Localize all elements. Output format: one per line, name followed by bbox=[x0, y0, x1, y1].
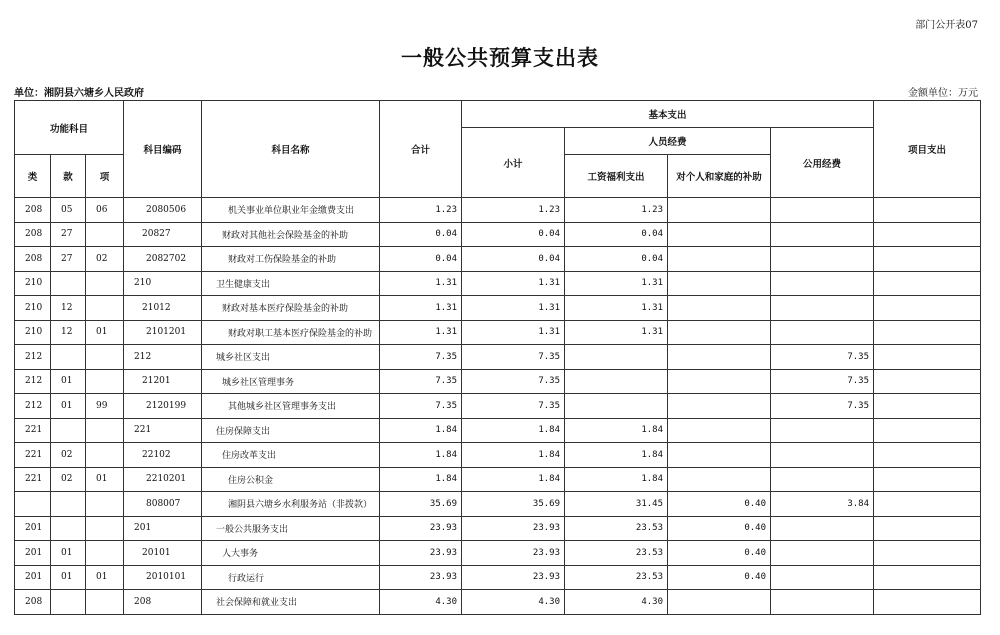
cell-lei: 210 bbox=[15, 320, 51, 345]
cell-total: 1.84 bbox=[380, 418, 462, 443]
cell-xiang: 06 bbox=[86, 198, 124, 223]
cell-code: 22102 bbox=[124, 443, 202, 468]
table-row bbox=[15, 467, 981, 492]
header-project: 项目支出 bbox=[874, 101, 981, 198]
cell-kuan: 01 bbox=[51, 394, 86, 419]
cell-code: 20827 bbox=[124, 222, 202, 247]
cell-code: 212 bbox=[124, 345, 202, 370]
table-row bbox=[15, 345, 981, 370]
cell-total: 1.84 bbox=[380, 443, 462, 468]
cell-name: 卫生健康支出 bbox=[202, 271, 380, 296]
cell-public-funds bbox=[771, 296, 874, 321]
cell-lei: 201 bbox=[15, 541, 51, 566]
cell-project bbox=[874, 222, 981, 247]
cell-public-funds bbox=[771, 541, 874, 566]
cell-xiang bbox=[86, 345, 124, 370]
cell-public-funds bbox=[771, 418, 874, 443]
cell-xiang: 02 bbox=[86, 247, 124, 272]
cell-kuan bbox=[51, 590, 86, 615]
cell-kuan bbox=[51, 492, 86, 517]
cell-kuan bbox=[51, 516, 86, 541]
cell-project bbox=[874, 443, 981, 468]
cell-project bbox=[874, 541, 981, 566]
cell-name: 财政对职工基本医疗保险基金的补助 bbox=[202, 320, 380, 345]
cell-project bbox=[874, 565, 981, 590]
table-row bbox=[15, 394, 981, 419]
cell-subsidy: 0.40 bbox=[668, 492, 771, 517]
cell-wages: 1.84 bbox=[565, 418, 668, 443]
cell-name: 社会保障和就业支出 bbox=[202, 590, 380, 615]
cell-xiang: 01 bbox=[86, 565, 124, 590]
cell-project bbox=[874, 296, 981, 321]
cell-subsidy bbox=[668, 296, 771, 321]
cell-code: 808007 bbox=[124, 492, 202, 517]
cell-total: 1.31 bbox=[380, 271, 462, 296]
cell-kuan: 05 bbox=[51, 198, 86, 223]
cell-name: 湘阴县六塘乡水利服务站（非拨款） bbox=[202, 492, 380, 517]
cell-subsidy bbox=[668, 198, 771, 223]
cell-subsidy: 0.40 bbox=[668, 516, 771, 541]
header-lei: 类 bbox=[15, 155, 51, 198]
cell-xiang bbox=[86, 296, 124, 321]
cell-xiang bbox=[86, 271, 124, 296]
cell-total: 23.93 bbox=[380, 565, 462, 590]
cell-lei: 201 bbox=[15, 516, 51, 541]
cell-lei: 212 bbox=[15, 394, 51, 419]
cell-kuan: 12 bbox=[51, 296, 86, 321]
cell-project bbox=[874, 516, 981, 541]
cell-subtotal: 1.84 bbox=[462, 467, 565, 492]
cell-code: 201 bbox=[124, 516, 202, 541]
cell-xiang bbox=[86, 492, 124, 517]
cell-xiang bbox=[86, 541, 124, 566]
cell-xiang: 01 bbox=[86, 320, 124, 345]
table-row bbox=[15, 296, 981, 321]
cell-wages: 1.31 bbox=[565, 271, 668, 296]
table-row bbox=[15, 418, 981, 443]
budget-table bbox=[14, 100, 981, 615]
cell-wages: 31.45 bbox=[565, 492, 668, 517]
cell-lei: 212 bbox=[15, 345, 51, 370]
cell-project bbox=[874, 345, 981, 370]
table-row bbox=[15, 222, 981, 247]
cell-xiang bbox=[86, 418, 124, 443]
cell-xiang bbox=[86, 516, 124, 541]
table-row bbox=[15, 198, 981, 223]
cell-name: 财政对其他社会保险基金的补助 bbox=[202, 222, 380, 247]
cell-kuan: 12 bbox=[51, 320, 86, 345]
cell-code: 2082702 bbox=[124, 247, 202, 272]
header-name: 科目名称 bbox=[202, 101, 380, 198]
cell-total: 1.23 bbox=[380, 198, 462, 223]
cell-subtotal: 7.35 bbox=[462, 369, 565, 394]
cell-kuan: 02 bbox=[51, 467, 86, 492]
cell-wages: 1.31 bbox=[565, 320, 668, 345]
cell-kuan: 02 bbox=[51, 443, 86, 468]
cell-wages: 0.04 bbox=[565, 222, 668, 247]
cell-subsidy bbox=[668, 467, 771, 492]
cell-total: 1.31 bbox=[380, 320, 462, 345]
cell-public-funds bbox=[771, 271, 874, 296]
cell-code: 208 bbox=[124, 590, 202, 615]
cell-wages: 1.84 bbox=[565, 467, 668, 492]
cell-subtotal: 23.93 bbox=[462, 516, 565, 541]
cell-code: 2210201 bbox=[124, 467, 202, 492]
cell-name: 其他城乡社区管理事务支出 bbox=[202, 394, 380, 419]
cell-total: 4.30 bbox=[380, 590, 462, 615]
header-xiang: 项 bbox=[86, 155, 124, 198]
cell-wages: 23.53 bbox=[565, 516, 668, 541]
cell-total: 1.31 bbox=[380, 296, 462, 321]
cell-kuan: 01 bbox=[51, 565, 86, 590]
cell-subsidy bbox=[668, 394, 771, 419]
header-func-subject: 功能科目 bbox=[15, 101, 124, 155]
header-public-funds: 公用经费 bbox=[771, 128, 874, 198]
cell-code: 221 bbox=[124, 418, 202, 443]
cell-subtotal: 4.30 bbox=[462, 590, 565, 615]
cell-kuan: 01 bbox=[51, 369, 86, 394]
cell-subtotal: 35.69 bbox=[462, 492, 565, 517]
table-row bbox=[15, 541, 981, 566]
table-row bbox=[15, 247, 981, 272]
cell-subtotal: 0.04 bbox=[462, 222, 565, 247]
cell-xiang: 01 bbox=[86, 467, 124, 492]
cell-kuan: 27 bbox=[51, 247, 86, 272]
table-body bbox=[15, 198, 981, 615]
cell-project bbox=[874, 590, 981, 615]
cell-subtotal: 1.31 bbox=[462, 320, 565, 345]
cell-public-funds: 7.35 bbox=[771, 369, 874, 394]
cell-name: 住房公积金 bbox=[202, 467, 380, 492]
table-row bbox=[15, 516, 981, 541]
cell-wages bbox=[565, 394, 668, 419]
cell-subsidy bbox=[668, 443, 771, 468]
cell-wages: 1.84 bbox=[565, 443, 668, 468]
cell-subtotal: 1.84 bbox=[462, 418, 565, 443]
cell-public-funds: 3.84 bbox=[771, 492, 874, 517]
cell-total: 23.93 bbox=[380, 516, 462, 541]
cell-code: 21012 bbox=[124, 296, 202, 321]
cell-project bbox=[874, 369, 981, 394]
cell-total: 7.35 bbox=[380, 394, 462, 419]
table-row bbox=[15, 369, 981, 394]
cell-xiang bbox=[86, 590, 124, 615]
cell-subtotal: 1.31 bbox=[462, 271, 565, 296]
cell-xiang: 99 bbox=[86, 394, 124, 419]
cell-subsidy: 0.40 bbox=[668, 541, 771, 566]
cell-code: 2120199 bbox=[124, 394, 202, 419]
cell-code: 2080506 bbox=[124, 198, 202, 223]
cell-project bbox=[874, 492, 981, 517]
table-row bbox=[15, 590, 981, 615]
cell-project bbox=[874, 247, 981, 272]
cell-code: 2010101 bbox=[124, 565, 202, 590]
cell-wages bbox=[565, 369, 668, 394]
header-subsidy: 对个人和家庭的补助 bbox=[668, 155, 771, 198]
cell-wages: 1.31 bbox=[565, 296, 668, 321]
cell-name: 一般公共服务支出 bbox=[202, 516, 380, 541]
cell-kuan: 27 bbox=[51, 222, 86, 247]
cell-lei: 221 bbox=[15, 418, 51, 443]
cell-subsidy bbox=[668, 345, 771, 370]
cell-lei: 208 bbox=[15, 198, 51, 223]
cell-name: 城乡社区管理事务 bbox=[202, 369, 380, 394]
cell-subtotal: 23.93 bbox=[462, 565, 565, 590]
cell-public-funds: 7.35 bbox=[771, 394, 874, 419]
cell-public-funds bbox=[771, 467, 874, 492]
header-basic: 基本支出 bbox=[462, 101, 874, 128]
unit-label: 单位：湘阴县六塘乡人民政府 bbox=[14, 88, 144, 99]
cell-name: 人大事务 bbox=[202, 541, 380, 566]
cell-kuan bbox=[51, 418, 86, 443]
cell-project bbox=[874, 320, 981, 345]
table-row bbox=[15, 443, 981, 468]
cell-subsidy bbox=[668, 369, 771, 394]
cell-total: 35.69 bbox=[380, 492, 462, 517]
cell-xiang bbox=[86, 443, 124, 468]
cell-subsidy bbox=[668, 222, 771, 247]
cell-wages: 23.53 bbox=[565, 565, 668, 590]
cell-subsidy: 0.40 bbox=[668, 565, 771, 590]
table-header bbox=[15, 101, 981, 198]
cell-lei bbox=[15, 492, 51, 517]
cell-name: 财政对工伤保险基金的补助 bbox=[202, 247, 380, 272]
cell-code: 2101201 bbox=[124, 320, 202, 345]
cell-public-funds bbox=[771, 443, 874, 468]
cell-wages: 0.04 bbox=[565, 247, 668, 272]
cell-lei: 221 bbox=[15, 443, 51, 468]
form-number: 部门公开表07 bbox=[915, 20, 978, 31]
page-title: 一般公共预算支出表 bbox=[401, 45, 599, 70]
cell-lei: 221 bbox=[15, 467, 51, 492]
cell-wages: 1.23 bbox=[565, 198, 668, 223]
cell-public-funds: 7.35 bbox=[771, 345, 874, 370]
cell-lei: 208 bbox=[15, 222, 51, 247]
cell-name: 机关事业单位职业年金缴费支出 bbox=[202, 198, 380, 223]
cell-public-funds bbox=[771, 222, 874, 247]
cell-total: 7.35 bbox=[380, 345, 462, 370]
cell-name: 城乡社区支出 bbox=[202, 345, 380, 370]
cell-lei: 201 bbox=[15, 565, 51, 590]
cell-project bbox=[874, 198, 981, 223]
cell-kuan bbox=[51, 271, 86, 296]
cell-xiang bbox=[86, 222, 124, 247]
cell-code: 20101 bbox=[124, 541, 202, 566]
cell-public-funds bbox=[771, 320, 874, 345]
table-row bbox=[15, 271, 981, 296]
cell-public-funds bbox=[771, 590, 874, 615]
cell-subsidy bbox=[668, 247, 771, 272]
cell-lei: 208 bbox=[15, 590, 51, 615]
cell-project bbox=[874, 394, 981, 419]
cell-total: 23.93 bbox=[380, 541, 462, 566]
cell-public-funds bbox=[771, 198, 874, 223]
cell-subtotal: 7.35 bbox=[462, 394, 565, 419]
cell-kuan bbox=[51, 345, 86, 370]
cell-subtotal: 1.23 bbox=[462, 198, 565, 223]
cell-wages: 23.53 bbox=[565, 541, 668, 566]
cell-wages bbox=[565, 345, 668, 370]
header-code: 科目编码 bbox=[124, 101, 202, 198]
header-total: 合计 bbox=[380, 101, 462, 198]
cell-public-funds bbox=[771, 247, 874, 272]
cell-subsidy bbox=[668, 418, 771, 443]
amount-unit: 金额单位：万元 bbox=[908, 88, 978, 99]
header-wages: 工资福利支出 bbox=[565, 155, 668, 198]
cell-xiang bbox=[86, 369, 124, 394]
cell-subsidy bbox=[668, 271, 771, 296]
cell-name: 财政对基本医疗保险基金的补助 bbox=[202, 296, 380, 321]
cell-lei: 212 bbox=[15, 369, 51, 394]
cell-subtotal: 0.04 bbox=[462, 247, 565, 272]
cell-subtotal: 1.84 bbox=[462, 443, 565, 468]
table-row bbox=[15, 492, 981, 517]
table-row bbox=[15, 565, 981, 590]
cell-name: 住房改革支出 bbox=[202, 443, 380, 468]
cell-public-funds bbox=[771, 516, 874, 541]
cell-code: 210 bbox=[124, 271, 202, 296]
cell-project bbox=[874, 418, 981, 443]
cell-lei: 210 bbox=[15, 296, 51, 321]
cell-total: 0.04 bbox=[380, 222, 462, 247]
cell-subsidy bbox=[668, 320, 771, 345]
cell-subtotal: 23.93 bbox=[462, 541, 565, 566]
cell-total: 0.04 bbox=[380, 247, 462, 272]
cell-subtotal: 7.35 bbox=[462, 345, 565, 370]
cell-project bbox=[874, 271, 981, 296]
cell-kuan: 01 bbox=[51, 541, 86, 566]
cell-code: 21201 bbox=[124, 369, 202, 394]
cell-wages: 4.30 bbox=[565, 590, 668, 615]
cell-subsidy bbox=[668, 590, 771, 615]
header-kuan: 款 bbox=[51, 155, 86, 198]
cell-total: 7.35 bbox=[380, 369, 462, 394]
cell-name: 行政运行 bbox=[202, 565, 380, 590]
cell-total: 1.84 bbox=[380, 467, 462, 492]
header-subtotal: 小计 bbox=[462, 128, 565, 198]
cell-project bbox=[874, 467, 981, 492]
header-personnel: 人员经费 bbox=[565, 128, 771, 155]
cell-lei: 210 bbox=[15, 271, 51, 296]
table-row bbox=[15, 320, 981, 345]
cell-public-funds bbox=[771, 565, 874, 590]
cell-name: 住房保障支出 bbox=[202, 418, 380, 443]
cell-subtotal: 1.31 bbox=[462, 296, 565, 321]
cell-lei: 208 bbox=[15, 247, 51, 272]
